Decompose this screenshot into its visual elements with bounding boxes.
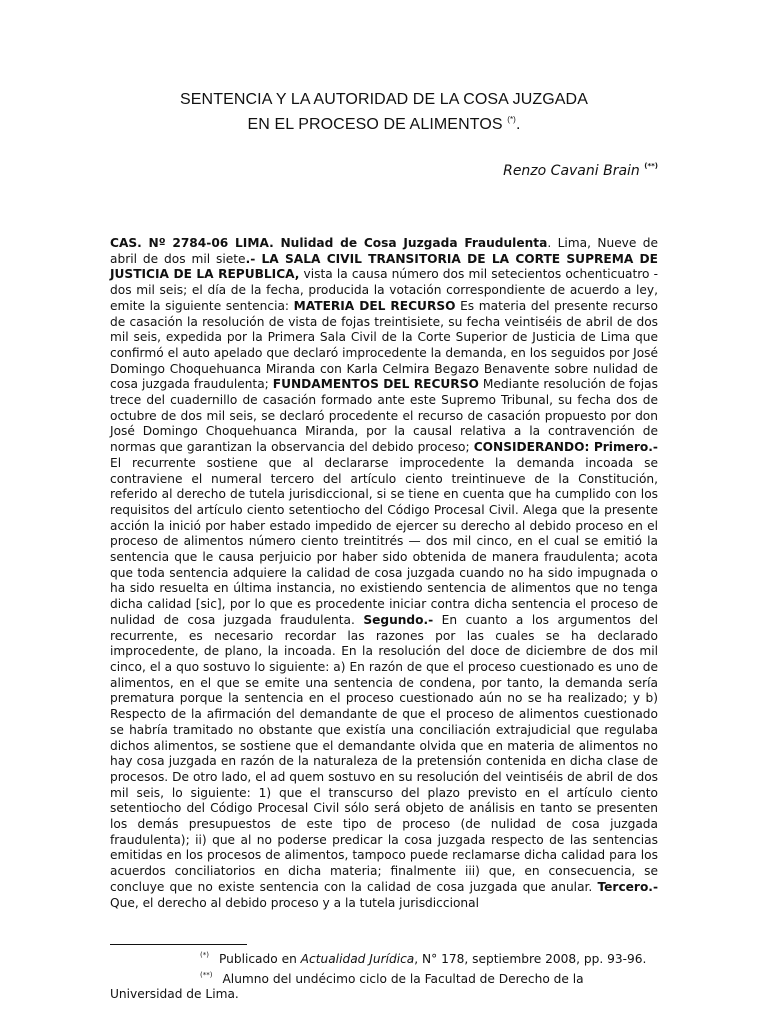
body-heading-run: Tercero.- — [597, 879, 658, 894]
body-heading-run: Segundo.- — [363, 612, 434, 627]
author-footnote-mark: (**) — [644, 162, 658, 170]
body-heading-run: CAS. Nº 2784-06 LIMA. Nulidad de Cosa Juzgada Fraudulenta — [110, 236, 548, 250]
footnotes — [110, 948, 658, 1003]
body-text-run: Mediante resolución de fojas trece del cuadernillo de casación formado ante este Supremo Tribunal, su fecha dos de octubre de dos mil seis, se declaró procedente el recurso de casación propuesto por don José Domingo Choquehuanca Miranda, por la causal relativa a la contravención de normas que garantizan la observancia del debido proceso; — [110, 377, 659, 455]
document-title — [0, 90, 768, 135]
footnote-publication: Actualidad Jurídica — [300, 952, 415, 966]
body-heading-run: CONSIDERANDO: Primero.- — [473, 440, 658, 455]
title-line-2 — [0, 110, 768, 135]
body-text-run: Que, el derecho al debido proceso y a la tutela jurisdiccional — [110, 895, 479, 910]
title-line-1: SENTENCIA Y LA AUTORIDAD DE LA COSA JUZGADA — [180, 91, 588, 108]
footnote-mark: (**) — [200, 970, 213, 979]
body-text-run: El recurrente sostiene que al declararse improcedente la demanda incoada se contraviene el numeral tercero del artículo ciento treintinueve de la Constitución, referido al derecho de tutela jurisdiccional, si se tiene en cuenta que ha cumplido con los requisitos del artículo ciento setentiocho del Código Procesal Civil. Alega que la presente acción la inició por haber estado impedido de ejercer su derecho al debido proceso en el proceso de alimentos número ciento treintitrés — dos mil cinco, en el cual se emitió la sentencia que le causa perjuicio por haber sido obtenida de manera fraudulenta; acota que toda sentencia adquiere la calidad de cosa juzgada cuando no ha sido impugnada o ha sido resuelta en última instancia, no existiendo sentencia de alimentos que no tenga dicha calidad [sic], por lo que es procedente iniciar contra dicha sentencia el proceso de nulidad de cosa juzgada fraudulenta. — [110, 455, 658, 627]
body-text-run: vista la causa número dos mil setecientos ochenticuatro - dos mil seis; el día de la fecha, producida la votación correspondiente de acuerdo a ley, emite la siguiente sentencia: — [110, 267, 659, 313]
body-heading-run: .- LA SALA CIVIL TRANSITORIA DE LA CORTE SUPREMA DE JUSTICIA DE LA REPUBLICA, — [110, 251, 658, 282]
sentence-body — [110, 236, 658, 911]
footnote-text: Publicado en — [218, 952, 301, 966]
body-text-run: Es materia del presente recurso de casación la resolución de vista de fojas treintisiete, su fecha veintiséis de abril de dos mil seis, expedida por la Primera Sala Civil de la Corte Superior de Justicia de Lima que confirmó el auto apelado que declaró improcedente la demanda, en los seguidos por José Domingo Choquehuanca Miranda con Karla Celmira Begazo Benavente sobre nulidad de cosa juzgada fraudulenta; — [110, 298, 658, 392]
author-name: Renzo Cavani Brain — [503, 163, 640, 179]
title-line-2-text: EN EL PROCESO DE ALIMENTOS — [247, 116, 503, 133]
body-text-run: En cuanto a los argumentos del recurrente, es necesario recordar las razones por las cuales se ha declarado improcedente, de plano, la incoada. En la resolución del doce de diciembre de dos mil cinco, el a quo sostuvo lo siguiente: a) En razón de que el proceso cuestionado es uno de alimentos, en el que se emite una sentencia de condena, por tanto, la demanda sería prematura porque la sentencia en el proceso cuestionado aún no se ha realizado; y b) Respecto de la afirmación del demandante de que el proceso de alimentos cuestionado se habría tramitado no obstante que existía una conciliación extrajudicial que regulaba dichos alimentos, se sostiene que el demandante olvida que en materia de alimentos no hay cosa juzgada en razón de la naturaleza de la pretensión contenida en dicha clase de procesos. De otro lado, el ad quem sostuvo en su resolución del veintiséis de abril de dos mil seis, lo siguiente: 1) que el transcurso del plazo previsto en el artículo ciento setentiocho del Código Procesal Civil sólo será objeto de análisis en tanto se presenten los demás presupuestos de este tipo de proceso (de nulidad de cosa juzgada fraudulenta); ii) que al no poderse predicar la cosa juzgada respecto de las sentencias emitidas en los procesos de alimentos, tampoco puede reclamarse dicha calidad para los acuerdos conciliatorios en dicha materia; finalmente iii) que, en consecuencia, se concluye que no existe sentencia con la calidad de cosa juzgada que anular. — [110, 612, 658, 894]
footnote-1 — [110, 948, 658, 968]
footnote-mark: (*) — [200, 951, 209, 959]
body-heading-run: FUNDAMENTOS DEL RECURSO — [272, 377, 479, 392]
footnote-text: Alumno del undécimo ciclo de la Facultad de Derecho de la Universidad de Lima. — [110, 971, 584, 1001]
title-footnote-mark: (*) — [507, 115, 516, 124]
footnote-2 — [110, 968, 658, 1003]
title-end: . — [515, 116, 521, 133]
footnote-separator — [110, 944, 247, 945]
footnote-text-end: , N° 178, septiembre 2008, pp. 93-96. — [414, 952, 647, 966]
author-line — [503, 162, 658, 179]
body-heading-run: MATERIA DEL RECURSO — [293, 298, 456, 313]
body-text-run: . Lima, Nueve de abril de dos mil siete — [110, 236, 659, 266]
